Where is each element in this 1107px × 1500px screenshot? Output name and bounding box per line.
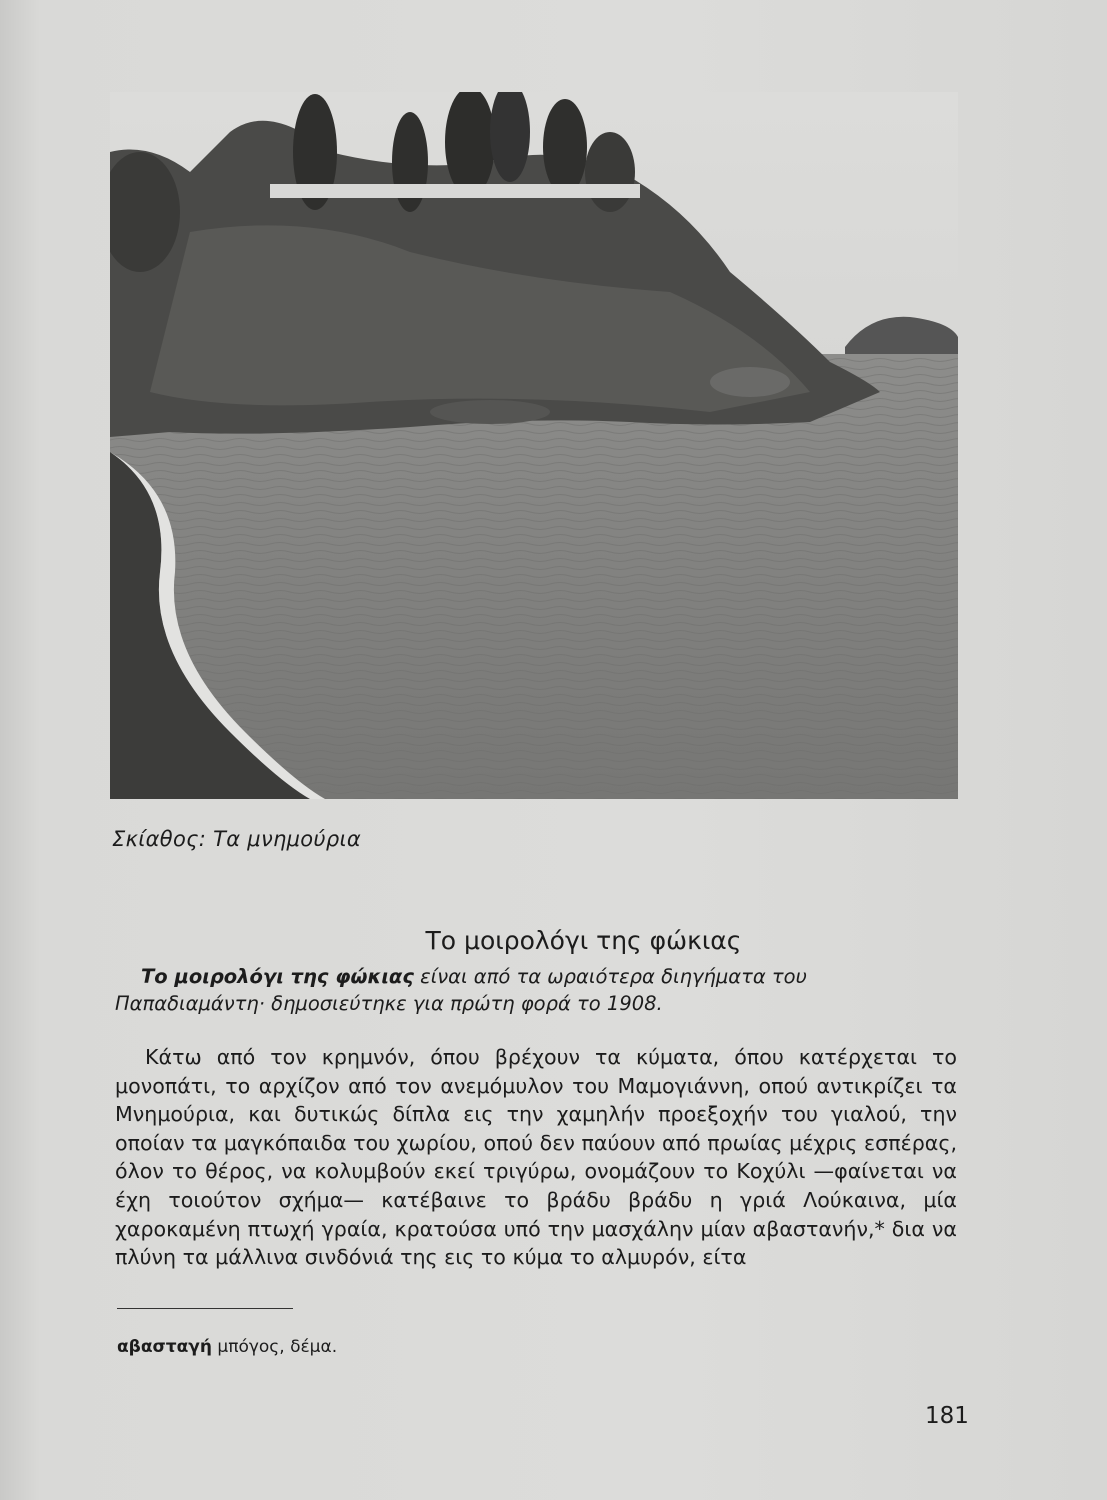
footnote-term: αβασταγή — [117, 1337, 212, 1357]
story-title: Το μοιρολόγι της φώκιας — [425, 926, 742, 955]
island-cemetery-photo — [110, 92, 958, 799]
intro-bold-title: Το μοιρολόγι της φώκιας — [141, 965, 414, 988]
intro-paragraph — [115, 963, 957, 1017]
photo-caption: Σκίαθος: Τα μνημούρια — [112, 827, 362, 851]
intro-text: είναι από τα ωραιότερα διηγήματα του Παπαδιαμάντη· δημοσιεύτηκε για πρώτη φορά το 1908. — [115, 965, 807, 1015]
body-paragraph: Κάτω από τον κρημνόν, όπου βρέχουν τα κύματα, όπου κατέρχεται το μονοπάτι, το αρχίζον από τον ανεμόμυλον του Μαμογιάννη, οπού αντικρίζει τα Μνημούρια, και δυτικώς δίπλα εις την χαμηλήν προεξοχήν του γιαλού, την οποίαν τα μαγκόπαιδα του χωρίου, οπού δεν παύουν από πρωίας μέχρις εσπέρας, όλον το θέρος, να κολυμβούν εκεί τριγύρω, ονομάζουν το Κοχύλι —φαίνεται να έχη τοιούτον σχήμα— κατέβαινε το βράδυ βράδυ η γριά Λούκαινα, μία χαροκαμένη πτωχή γραία, κρατούσα υπό την μασχάλην μίαν αβαστανήν,* δια να πλύνη τα μάλλινα σινδόνιά της εις το κύμα το αλμυρόν, είτα — [115, 1045, 957, 1270]
page-number: 181 — [925, 1403, 969, 1429]
footnote-definition: μπόγος, δέμα. — [211, 1337, 338, 1357]
footnote — [117, 1337, 337, 1357]
footnote-divider — [117, 1308, 293, 1309]
